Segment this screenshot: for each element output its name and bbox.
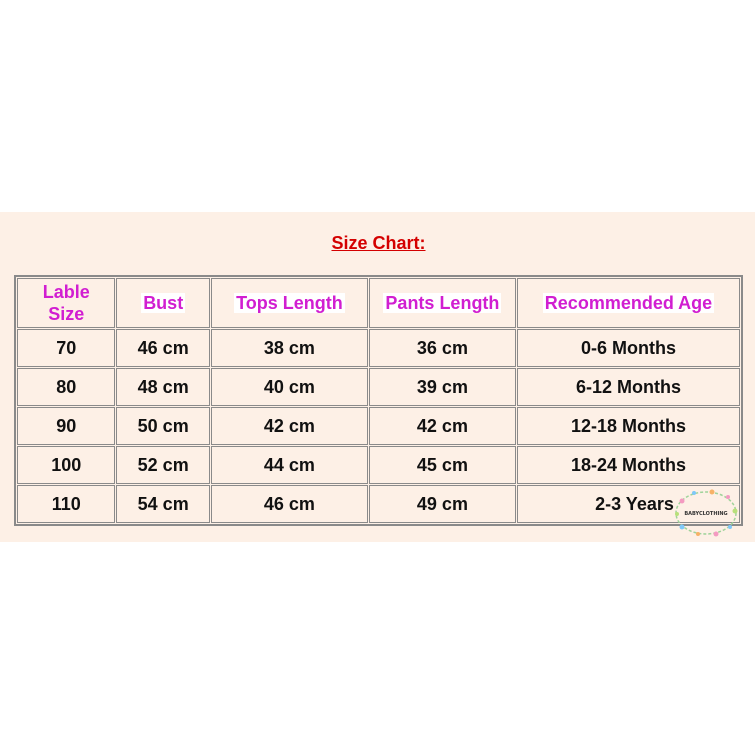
header-label-size-line2: Size <box>48 304 85 324</box>
cell-tops-length: 38 cm <box>211 329 368 367</box>
cell-bust: 54 cm <box>116 485 209 523</box>
cell-tops-length: 46 cm <box>211 485 368 523</box>
header-label-size <box>17 278 115 328</box>
cell-pants-length: 45 cm <box>369 446 516 484</box>
header-bust-text: Bust <box>143 293 184 313</box>
cell-bust: 48 cm <box>116 368 209 406</box>
cell-tops-length: 44 cm <box>211 446 368 484</box>
cell-bust: 46 cm <box>116 329 209 367</box>
cell-tops-length: 42 cm <box>211 407 368 445</box>
cell-pants-length: 39 cm <box>369 368 516 406</box>
cell-recommended-age: 12-18 Months <box>517 407 740 445</box>
size-table <box>14 275 743 526</box>
header-tops-length-text: Tops Length <box>236 293 343 313</box>
cell-tops-length: 40 cm <box>211 368 368 406</box>
cell-recommended-age: 6-12 Months <box>517 368 740 406</box>
header-tops-length <box>211 278 368 328</box>
cell-size: 70 <box>17 329 115 367</box>
flower-wreath-logo <box>672 487 740 539</box>
header-pants-length-text: Pants Length <box>385 293 500 313</box>
header-recommended-age-text: Recommended Age <box>544 293 713 313</box>
cell-recommended-age: 0-6 Months <box>517 329 740 367</box>
cell-size: 80 <box>17 368 115 406</box>
cell-pants-length: 36 cm <box>369 329 516 367</box>
header-bust <box>116 278 209 328</box>
table-row <box>17 485 740 523</box>
cell-bust: 50 cm <box>116 407 209 445</box>
header-recommended-age <box>517 278 740 328</box>
cell-pants-length: 42 cm <box>369 407 516 445</box>
table-row <box>17 368 740 406</box>
header-label-size-line1: Lable <box>42 282 90 302</box>
table-row <box>17 446 740 484</box>
cell-recommended-age: 18-24 Months <box>517 446 740 484</box>
cell-size: 110 <box>17 485 115 523</box>
cell-size: 100 <box>17 446 115 484</box>
table-header-row <box>17 278 740 328</box>
cell-recommended-age-text: 2-3 Years <box>595 493 674 514</box>
watermark-text: BABYCLOTHING <box>684 511 728 517</box>
header-pants-length <box>369 278 516 328</box>
table-row <box>17 329 740 367</box>
cell-pants-length: 49 cm <box>369 485 516 523</box>
size-chart-title: Size Chart: <box>331 233 426 253</box>
cell-size: 90 <box>17 407 115 445</box>
cell-bust: 52 cm <box>116 446 209 484</box>
table-row <box>17 407 740 445</box>
